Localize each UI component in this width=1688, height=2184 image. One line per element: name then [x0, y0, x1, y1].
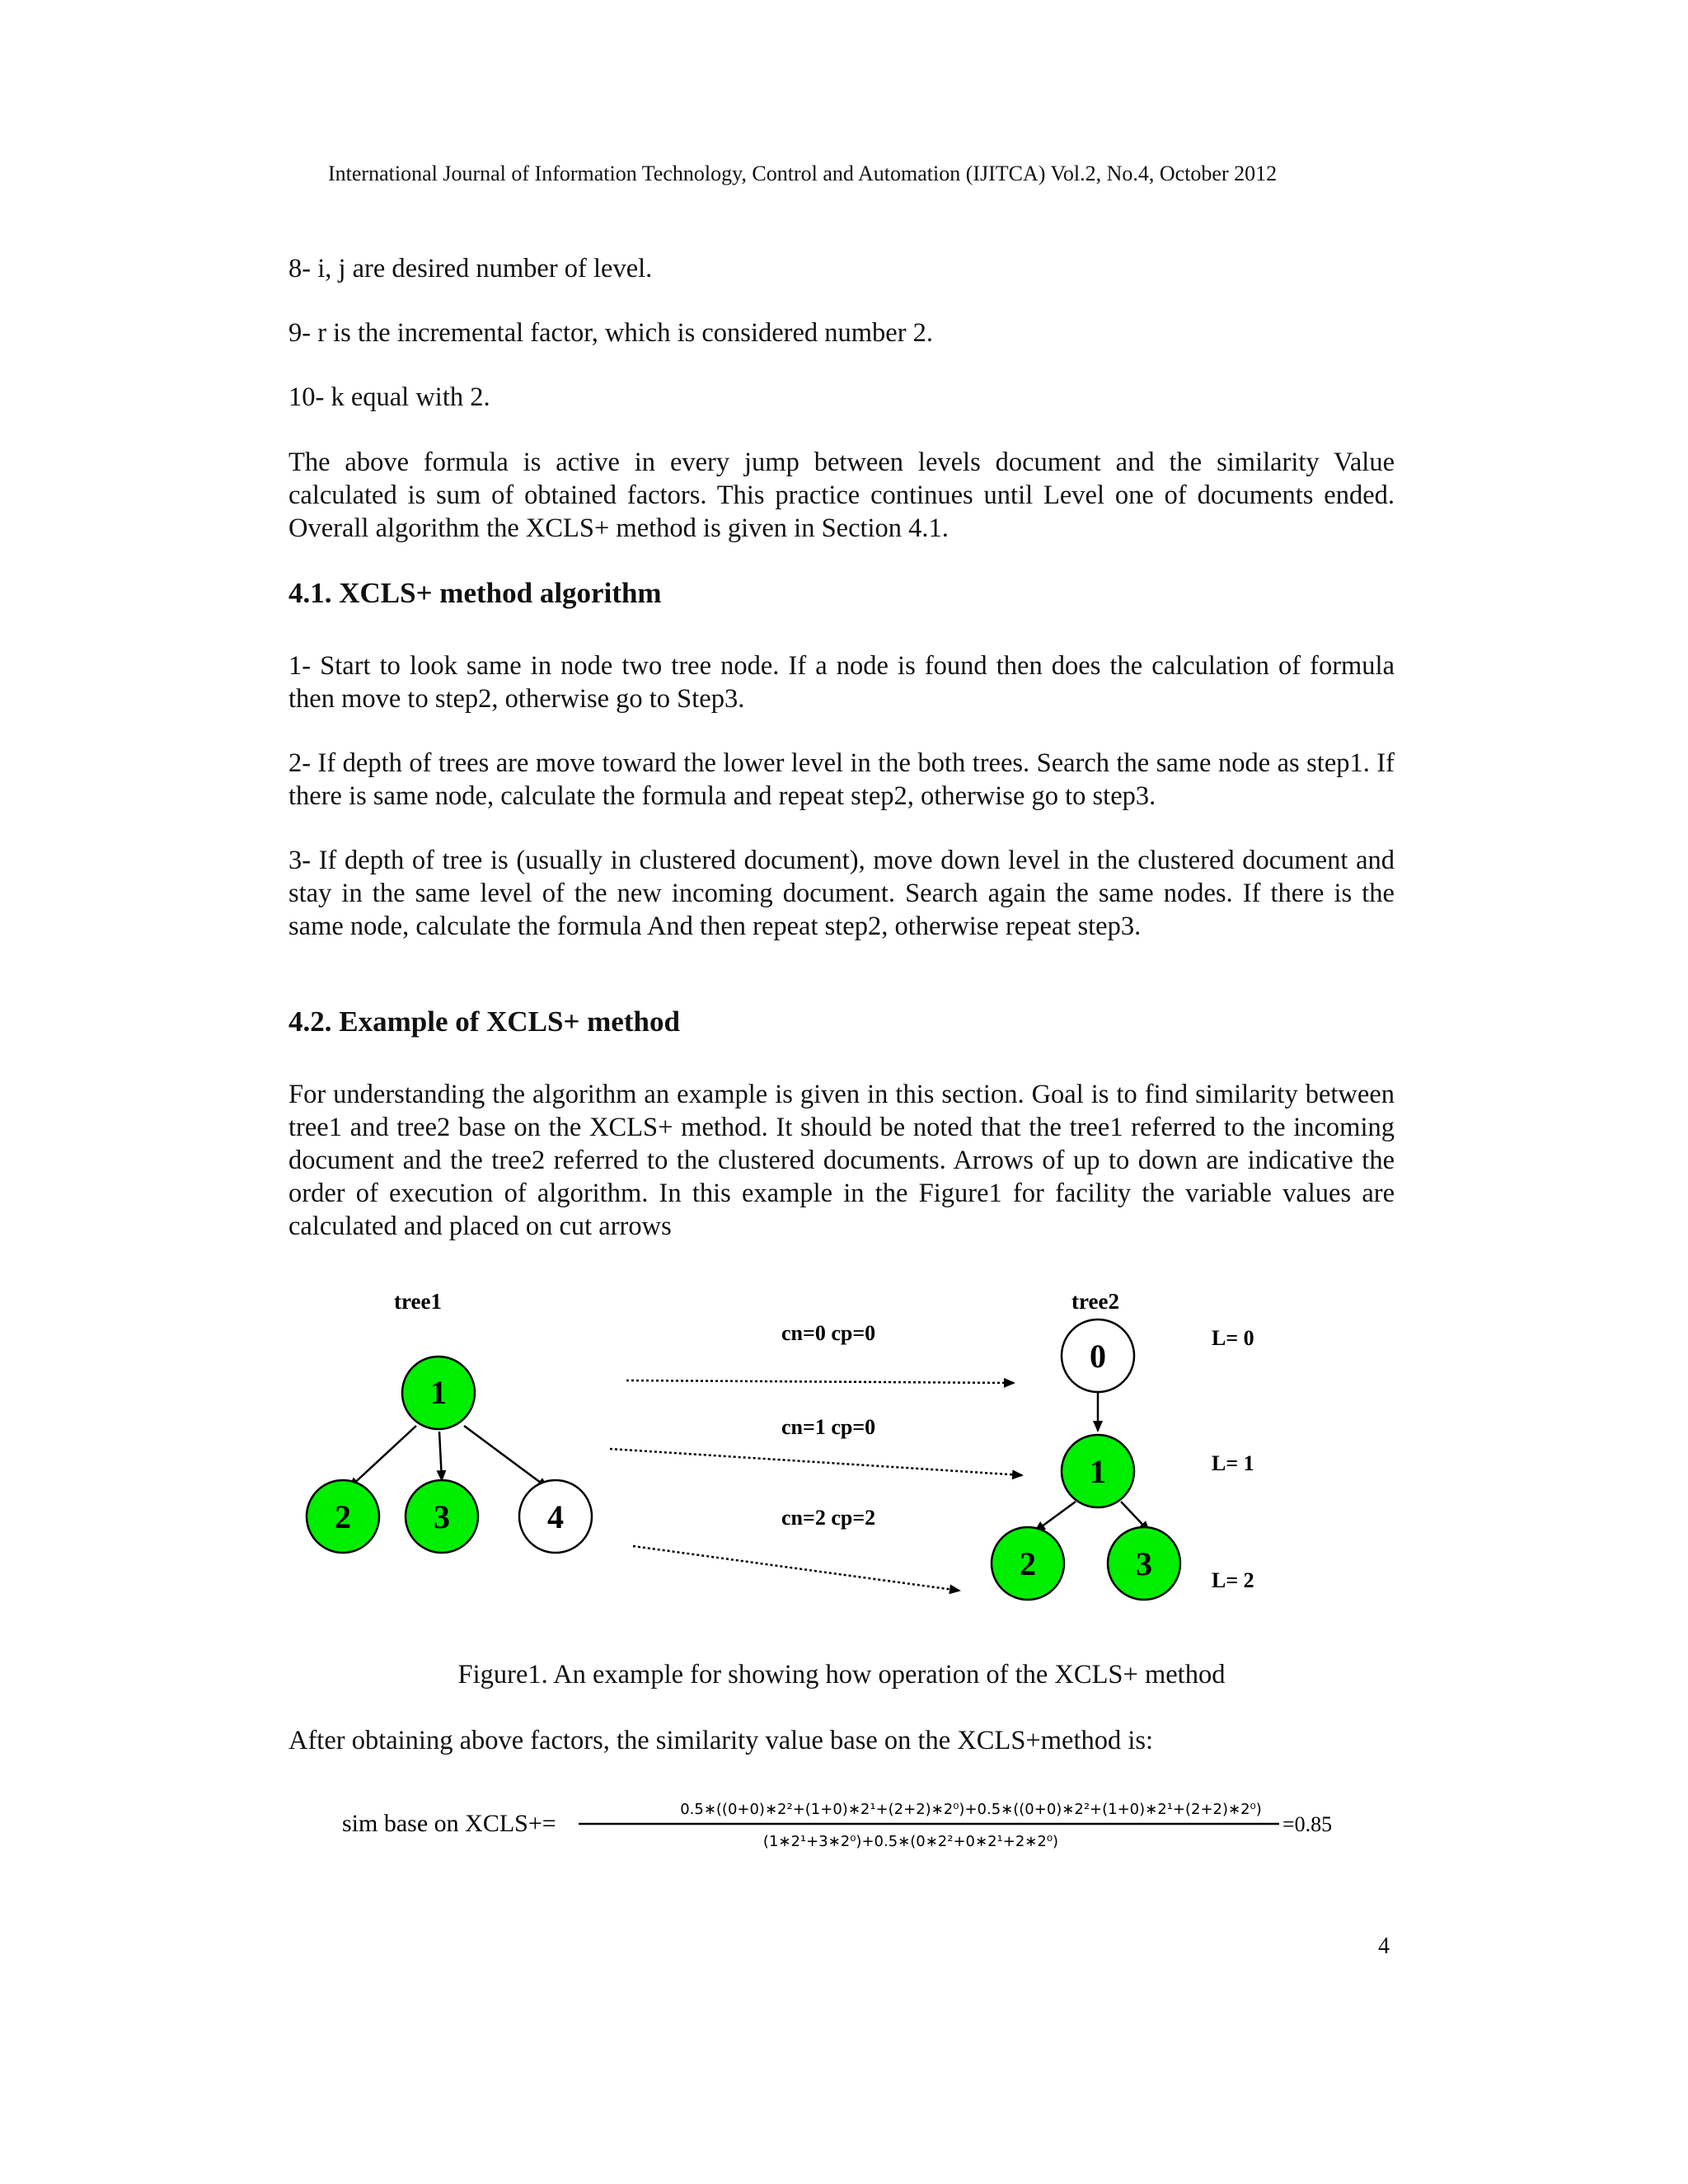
cut-arrow — [633, 1546, 959, 1591]
example-paragraph: For understanding the algorithm an example is given in this section. Goal is to find similarity between tree1 and tree2 base on the XCLS+ method. It should be noted that the tree1 referred to the incoming document and the tree2 referred to the clustered documents. Arrows of up to down are indicative the order of execution of algorithm. In this example in the Figure1 for facility the variable values are calculated and placed on cut arrows — [288, 1080, 1395, 1241]
tree2-node — [1062, 1319, 1134, 1392]
tree1-node — [307, 1480, 379, 1553]
tree1-node — [406, 1480, 478, 1553]
equation-denominator: (1∗2¹+3∗2⁰)+0.5∗(0∗2²+0∗2¹+2∗2⁰) — [762, 1833, 1059, 1850]
equation-result: =0.85 — [1282, 1812, 1333, 1836]
equation-lhs: sim base on XCLS+= — [342, 1810, 556, 1837]
tree1-node — [402, 1357, 475, 1429]
list-item: 9- r is the incremental factor, which is considered number 2. — [288, 318, 934, 348]
level-label: L= 2 — [1212, 1568, 1254, 1592]
tree1-label: tree1 — [394, 1289, 442, 1314]
svg-text:1: 1 — [1090, 1453, 1106, 1490]
algorithm-step: 1- Start to look same in node two tree node. If a node is found then does the calculation of formula then move to step2, otherwise go to Step3. — [288, 651, 1395, 714]
tree1-edge — [464, 1426, 547, 1488]
tree1-edge — [349, 1426, 416, 1488]
page-number: 4 — [1378, 1933, 1390, 1959]
tree2-edge — [1035, 1502, 1076, 1531]
tree2-node — [1062, 1435, 1134, 1507]
svg-text:2: 2 — [335, 1498, 351, 1535]
level-label: L= 1 — [1212, 1451, 1254, 1475]
tree1-node — [519, 1480, 592, 1553]
svg-text:4: 4 — [547, 1498, 564, 1535]
section-heading-4-2: 4.2. Example of XCLS+ method — [288, 1005, 680, 1038]
tree1-edge — [439, 1432, 442, 1480]
paragraph-formula-note: The above formula is active in every jump between levels document and the similarity Value calculated is sum of obtained factors. This practice continues until Level one of documents ended. Overall algorithm the XCLS+ method is given in Section 4.1. — [288, 448, 1395, 543]
algorithm-step: 3- If depth of tree is (usually in clustered document), move down level in the clustered document and stay in the same level of the new incoming document. Search again the same nodes. If there is the same node, calculate the formula And then repeat step2, otherwise repeat step3. — [288, 846, 1395, 941]
svg-text:3: 3 — [434, 1498, 450, 1535]
tree2-node — [992, 1527, 1064, 1600]
section-heading-4-1: 4.1. XCLS+ method algorithm — [288, 577, 662, 609]
svg-text:0: 0 — [1090, 1338, 1106, 1375]
algorithm-step: 2- If depth of trees are move toward the lower level in the both trees. Search the same node as step1. If there is same node, calculate the formula and repeat step2, otherwise go to step3. — [288, 748, 1395, 811]
figure-trees — [0, 1269, 1688, 1632]
arrow-label: cn=2 cp=2 — [781, 1506, 876, 1530]
equation-numerator: 0.5∗((0+0)∗2²+(1+0)∗2¹+(2+2)∗2⁰)+0.5∗((0+0)∗2²+(1+0)∗2¹+(2+2)∗2⁰) — [680, 1801, 1262, 1818]
cut-arrow — [610, 1449, 1022, 1475]
list-item: 10- k equal with 2. — [288, 382, 490, 412]
svg-text:1: 1 — [430, 1374, 447, 1411]
journal-header: International Journal of Information Technology, Control and Automation (IJITCA) Vol.2, No.4, October 2012 — [328, 162, 1278, 185]
level-label: L= 0 — [1212, 1326, 1254, 1350]
tree2-label: tree2 — [1071, 1289, 1119, 1314]
cut-arrow — [626, 1380, 1014, 1383]
list-item: 8- i, j are desired number of level. — [288, 254, 653, 284]
svg-text:2: 2 — [1020, 1545, 1036, 1582]
svg-text:3: 3 — [1136, 1545, 1152, 1582]
after-text: After obtaining above factors, the similarity value base on the XCLS+method is: — [288, 1726, 1154, 1755]
figure-caption: Figure1. An example for showing how operation of the XCLS+ method — [457, 1660, 1226, 1690]
arrow-label: cn=1 cp=0 — [781, 1415, 876, 1439]
equation — [0, 1780, 1688, 1863]
tree2-node — [1108, 1527, 1180, 1600]
arrow-label: cn=0 cp=0 — [781, 1321, 876, 1345]
